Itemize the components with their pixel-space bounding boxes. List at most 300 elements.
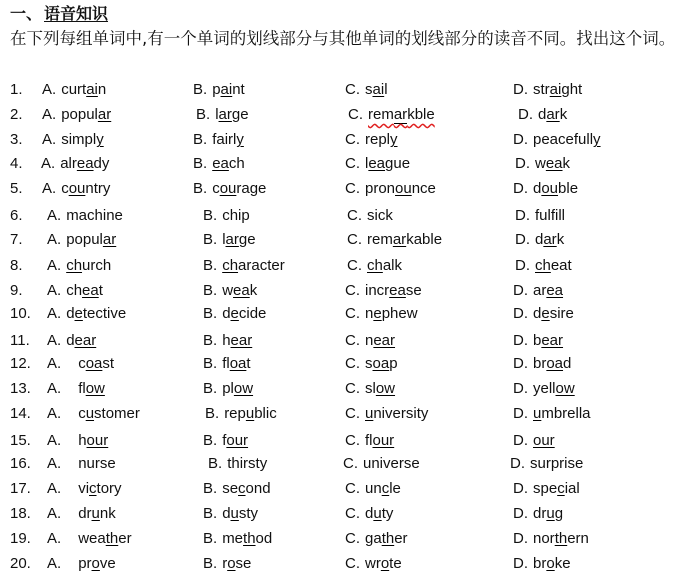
option-word [365, 81, 388, 98]
option-letter: C. [343, 455, 358, 472]
underlined-letters: e [541, 305, 550, 322]
word-part: le [389, 480, 401, 497]
option-letter: D. [513, 81, 528, 98]
underlined-letters: ar [393, 106, 408, 123]
option-letter: D. [513, 282, 528, 299]
question-number: 1. [10, 81, 23, 98]
option-letter: D. [513, 305, 528, 322]
underlined-letters: u [365, 405, 374, 422]
option-c [345, 130, 398, 150]
option-word [365, 155, 410, 172]
option-letter: B. [203, 305, 218, 322]
word-part: rem [367, 231, 393, 248]
word-part: aracter [238, 257, 285, 274]
option-letter: B. [203, 282, 218, 299]
option-letter: B. [196, 106, 211, 123]
option-d [513, 554, 571, 574]
question-row [0, 479, 680, 499]
word-part: sire [549, 305, 574, 322]
word-part: b [533, 332, 542, 349]
option-letter: A. [47, 282, 62, 299]
option-word [533, 81, 582, 98]
underlined-letters: th [554, 530, 568, 547]
option-word [66, 332, 96, 349]
option-letter: D. [513, 432, 528, 449]
option-word [222, 555, 251, 572]
option-word [66, 282, 103, 299]
option-d [513, 404, 591, 424]
word-part: h [222, 332, 231, 349]
word-part: se [222, 480, 239, 497]
underlined-letters: ear [230, 332, 253, 349]
underlined-letters: ch [222, 257, 239, 274]
option-letter: A. [41, 155, 56, 172]
word-part: ch [66, 282, 83, 299]
underlined-letters: u [546, 505, 555, 522]
word-part: n [365, 305, 374, 322]
question-row [0, 379, 680, 399]
word-part: incr [365, 282, 390, 299]
option-letter: C. [347, 257, 362, 274]
underlined-letters: ar [218, 106, 232, 123]
word-part: sick [367, 207, 393, 224]
option-letter: C. [345, 81, 360, 98]
word-part: ght [561, 81, 583, 98]
underlined-letters: y [236, 131, 244, 148]
question-number: 14. [10, 405, 31, 422]
option-letter: C. [345, 480, 360, 497]
option-word [61, 81, 106, 98]
option-word [365, 332, 395, 349]
option-word [365, 530, 408, 547]
option-letter: C. [345, 282, 360, 299]
option-word [78, 455, 116, 472]
question-row [0, 354, 680, 374]
option-word [533, 555, 571, 572]
option-letter: D. [515, 257, 530, 274]
instruction-text: 在下列每组单词中,有一个单词的划线部分与其他单词的划线部分的读音不同。找出这个词。 [10, 29, 676, 48]
option-word [227, 455, 267, 472]
option-b [193, 154, 245, 174]
option-word [78, 505, 116, 522]
option-letter: D. [513, 505, 528, 522]
question-row [0, 454, 680, 474]
option-letter: A. [42, 106, 57, 123]
question-number: 12. [10, 355, 31, 372]
word-part: n [365, 332, 374, 349]
option-b [203, 354, 251, 374]
underlined-letters: oa [229, 355, 247, 372]
word-part: p [212, 81, 221, 98]
option-d [515, 206, 565, 226]
option-c [345, 281, 422, 301]
option-b [203, 230, 256, 250]
option-c [347, 230, 442, 250]
option-a [47, 354, 114, 374]
word-part: cide [238, 305, 267, 322]
word-part: tory [96, 480, 122, 497]
word-part: d [66, 332, 75, 349]
underlined-letters: ear [373, 332, 396, 349]
word-part: n [97, 81, 107, 98]
question-row [0, 206, 680, 226]
underlined-letters: oa [372, 355, 390, 372]
option-b [203, 504, 258, 524]
option-a [42, 105, 111, 125]
option-c [345, 154, 410, 174]
underlined-letters: th [381, 530, 395, 547]
option-letter: B. [203, 555, 218, 572]
option-d [513, 354, 571, 374]
word-part: eat [550, 257, 572, 274]
question-number: 13. [10, 380, 31, 397]
option-letter: B. [203, 332, 218, 349]
underlined-letters: our [372, 432, 395, 449]
option-word [78, 432, 108, 449]
option-word [222, 332, 252, 349]
underlined-letters: ar [225, 231, 239, 248]
word-part: surprise [530, 455, 584, 472]
option-word [365, 480, 401, 497]
option-letter: B. [205, 405, 220, 422]
option-letter: C. [345, 432, 360, 449]
word-part: d [222, 305, 231, 322]
option-c [347, 206, 393, 226]
word-part: dy [93, 155, 110, 172]
option-letter: B. [203, 505, 218, 522]
option-word [78, 530, 131, 547]
underlined-letters: our [226, 432, 249, 449]
underlined-letters: y [390, 131, 398, 148]
underlined-letters: e [74, 305, 83, 322]
option-letter: B. [203, 480, 218, 497]
option-letter: D. [515, 231, 530, 248]
underlined-letters: e [230, 305, 239, 322]
option-letter: C. [345, 555, 360, 572]
option-b [208, 454, 267, 474]
word-part: ond [245, 480, 271, 497]
option-word [365, 380, 395, 397]
option-word [367, 257, 402, 274]
option-word [66, 207, 123, 224]
word-part: spe [533, 480, 558, 497]
word-part: blic [254, 405, 277, 422]
option-word [368, 106, 435, 123]
underlined-letters: ea [212, 155, 229, 172]
option-letter: D. [515, 207, 530, 224]
option-letter: C. [345, 332, 360, 349]
section-title: 语音知识 [44, 4, 109, 23]
question-number: 6. [10, 207, 23, 224]
option-letter: A. [47, 355, 62, 372]
option-a [47, 404, 140, 424]
underlined-letters: ea [389, 282, 406, 299]
question-number: 5. [10, 180, 23, 197]
word-part: sty [238, 505, 259, 522]
question-row [0, 80, 680, 100]
underlined-letters: ch [66, 257, 83, 274]
underlined-letters: oa [546, 355, 564, 372]
word-part: me [222, 530, 244, 547]
option-word [365, 282, 422, 299]
option-letter: B. [203, 257, 218, 274]
underlined-letters: ow [85, 380, 105, 397]
option-word [365, 555, 402, 572]
underlined-letters: ch [535, 257, 551, 274]
option-b [203, 529, 272, 549]
option-b [193, 80, 245, 100]
option-word [61, 180, 110, 197]
word-part: str [533, 81, 550, 98]
word-part: d [538, 106, 547, 123]
word-part: ch [228, 155, 245, 172]
underlined-letters: u [230, 505, 239, 522]
word-part: pron [365, 180, 396, 197]
word-part: fl [222, 355, 230, 372]
question-number: 15. [10, 432, 31, 449]
option-letter: C. [345, 380, 360, 397]
option-letter: A. [47, 505, 62, 522]
word-part: alr [60, 155, 77, 172]
option-a [47, 431, 108, 451]
option-a [47, 554, 116, 574]
underlined-letters: ai [549, 81, 562, 98]
word-part: w [535, 155, 546, 172]
option-word [222, 257, 285, 274]
underlined-letters: ear [541, 332, 564, 349]
underlined-letters: ai [86, 81, 98, 98]
word-part: wea [78, 530, 106, 547]
word-part: repl [365, 131, 391, 148]
option-c [347, 256, 402, 276]
option-word [222, 530, 272, 547]
underlined-letters: ea [546, 282, 564, 299]
option-b [193, 179, 266, 199]
word-part: p [389, 355, 398, 372]
word-part: d [533, 180, 542, 197]
option-a [47, 281, 103, 301]
option-word [533, 530, 589, 547]
option-letter: A. [47, 405, 62, 422]
option-letter: C. [345, 530, 360, 547]
option-d [513, 179, 578, 199]
option-word [66, 231, 116, 248]
option-d [513, 331, 563, 351]
option-letter: C. [347, 207, 362, 224]
word-part: yell [533, 380, 556, 397]
word-part: rep [224, 405, 246, 422]
option-word [222, 432, 248, 449]
word-part: stomer [94, 405, 140, 422]
option-letter: B. [193, 131, 208, 148]
option-word [533, 505, 563, 522]
word-part: t [246, 355, 251, 372]
word-part: c [212, 180, 220, 197]
word-part: l [215, 106, 219, 123]
underlined-letters: ea [368, 155, 386, 172]
option-letter: B. [203, 380, 218, 397]
option-letter: D. [513, 530, 528, 547]
option-letter: C. [348, 106, 363, 123]
option-word [365, 131, 398, 148]
underlined-letters: ea [545, 155, 563, 172]
underlined-letters: ear [74, 332, 97, 349]
option-word [222, 282, 257, 299]
underlined-letters: ow [375, 380, 396, 397]
option-word [533, 355, 571, 372]
option-d [513, 379, 575, 399]
word-part: alk [382, 257, 403, 274]
word-part: d [535, 231, 544, 248]
option-c [345, 479, 401, 499]
option-letter: B. [203, 355, 218, 372]
word-part: curt [61, 81, 87, 98]
option-word [533, 305, 574, 322]
option-d [515, 256, 572, 276]
underlined-letters: ou [68, 180, 86, 197]
option-word [533, 480, 580, 497]
option-d [513, 304, 574, 324]
word-part: d [365, 505, 374, 522]
option-d [513, 431, 555, 451]
option-b [203, 431, 248, 451]
word-part: dr [533, 505, 547, 522]
question-number: 8. [10, 257, 23, 274]
option-word [535, 257, 572, 274]
option-word [60, 155, 109, 172]
word-part: s [365, 355, 373, 372]
word-part: d [533, 305, 542, 322]
word-part: ntry [85, 180, 111, 197]
option-c [345, 179, 436, 199]
option-word [533, 432, 555, 449]
option-a [47, 504, 116, 524]
question-number: 9. [10, 282, 23, 299]
question-number: 16. [10, 455, 31, 472]
option-a [47, 479, 122, 499]
word-part: fl [78, 380, 86, 397]
word-part: ble [558, 180, 579, 197]
section-number: 一、 [10, 4, 43, 23]
option-word [222, 480, 270, 497]
option-d [513, 479, 580, 499]
option-c [348, 105, 435, 125]
option-b [205, 404, 277, 424]
option-letter: A. [47, 332, 62, 349]
question-row [0, 304, 680, 324]
word-part: k [559, 106, 568, 123]
word-part: fulfill [535, 207, 566, 224]
underlined-letters: y [96, 131, 104, 148]
option-c [345, 504, 393, 524]
underlined-letters: u [85, 405, 95, 422]
underlined-letters: oa [85, 355, 103, 372]
word-part: rem [368, 106, 394, 123]
option-a [47, 454, 116, 474]
word-part: nt [232, 81, 245, 98]
option-a [47, 379, 105, 399]
word-part: er [394, 530, 408, 547]
option-letter: C. [345, 355, 360, 372]
word-part: f [222, 432, 227, 449]
underlined-letters: o [380, 555, 390, 572]
word-part: st [102, 355, 115, 372]
option-a [47, 529, 132, 549]
underlined-letters: c [238, 480, 246, 497]
option-word [78, 380, 105, 397]
option-letter: A. [42, 81, 57, 98]
question-row [0, 281, 680, 301]
question-row [0, 431, 680, 451]
question-number: 3. [10, 131, 23, 148]
word-part: d [66, 305, 75, 322]
option-c [345, 431, 394, 451]
option-letter: A. [47, 380, 62, 397]
option-word [533, 131, 601, 148]
word-part: popul [66, 231, 103, 248]
word-part: ga [365, 530, 382, 547]
option-word [222, 380, 253, 397]
word-part: k [556, 231, 565, 248]
word-part: phew [381, 305, 418, 322]
word-part: thirsty [227, 455, 268, 472]
option-letter: A. [42, 131, 57, 148]
word-part: kable [406, 231, 443, 248]
underlined-letters: c [557, 480, 565, 497]
question-row [0, 256, 680, 276]
question-row [0, 504, 680, 524]
underlined-letters: our [533, 432, 555, 449]
question-number: 7. [10, 231, 23, 248]
underlined-letters: ea [82, 282, 99, 299]
underlined-letters: u [91, 505, 100, 522]
option-letter: D. [513, 131, 528, 148]
option-word [533, 380, 575, 397]
word-part: g [554, 505, 564, 522]
option-c [345, 80, 388, 100]
underlined-letters: ou [219, 180, 237, 197]
option-letter: A. [47, 207, 62, 224]
word-part: l [222, 231, 226, 248]
underlined-letters: ou [541, 180, 559, 197]
question-number: 18. [10, 505, 31, 522]
underlined-letters: ow [233, 380, 254, 397]
word-part: d [563, 355, 572, 372]
option-letter: D. [513, 332, 528, 349]
word-part: popul [61, 106, 98, 123]
word-part: kble [407, 106, 435, 123]
word-part: tective [82, 305, 127, 322]
option-word [365, 432, 394, 449]
option-b [196, 105, 249, 125]
option-word [535, 231, 564, 248]
word-part: ke [554, 555, 571, 572]
word-part: pr [78, 555, 92, 572]
option-letter: A. [42, 180, 57, 197]
underlined-letters: ai [372, 81, 385, 98]
word-part: niversity [373, 405, 429, 422]
word-part: ge [238, 231, 256, 248]
option-word [538, 106, 567, 123]
option-letter: C. [345, 155, 360, 172]
option-word [367, 231, 442, 248]
word-part: er [118, 530, 132, 547]
option-b [203, 554, 251, 574]
option-letter: B. [203, 432, 218, 449]
option-letter: D. [513, 380, 528, 397]
option-letter: D. [515, 155, 530, 172]
option-word [212, 155, 245, 172]
